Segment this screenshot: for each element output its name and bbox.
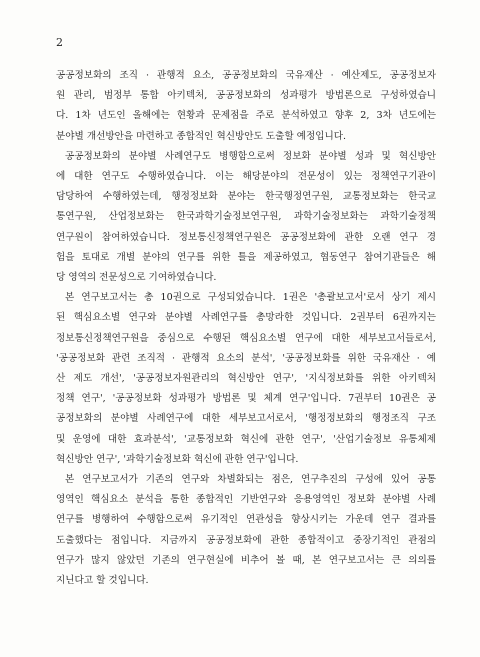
- text-line: 통연구원, 산업정보화는 한국과학기술정보연구원, 과학기술정보화는 과학기술정책: [56, 211, 436, 223]
- text-line: 정책 연구', '공공정보화 성과평가 방법론 및 체계 연구'입니다. 7권부터 10권은 공: [56, 393, 436, 405]
- text-line: 연구가 많지 않았던 기존의 연구현실에 비추어 볼 때, 본 연구보고서는 큰 의의를: [56, 554, 436, 566]
- text-line: 지닌다고 할 것입니다.: [56, 575, 149, 587]
- paragraph-1: [56, 66, 436, 147]
- text-line: 및 운영에 대한 효과분석', '교통정보화 혁신에 관한 연구', '산업기술정보 유통체제: [56, 433, 436, 445]
- text-line: 본 연구보고서는 총 10권으로 구성되었습니다. 1권은 '총괄보고서'로서 상기 제시: [65, 292, 436, 304]
- text-line: 험을 토대로 개별 분야의 연구를 위한 틀을 제공하였고, 협동연구 참여기관들은 해: [56, 251, 436, 263]
- text-line: 영역인 핵심요소 분석을 통한 종합적인 기반연구와 응용영역인 정보화 분야별 사례: [56, 494, 436, 506]
- text-line: 다. 1차 년도인 올해에는 현황과 문제점을 주로 분석하였고 향후 2, 3차 년도에는: [56, 110, 436, 122]
- text-line: 공공정보화의 분야별 사례연구도 병행함으로써 정보화 분야별 성과 및 혁신방안: [65, 150, 436, 162]
- text-line: 정보통신정책연구원을 중심으로 수행된 핵심요소별 연구에 대한 세부보고서들로서,: [56, 332, 436, 344]
- page-number: 2: [56, 36, 63, 49]
- text-line: 연구를 병행하여 수행함으로써 유기적인 연관성을 향상시키는 가운데 연구 결과를: [56, 514, 436, 526]
- text-line: 도출했다는 점입니다. 지금까지 공공정보화에 관한 종합적이고 중장기적인 관점의: [56, 534, 436, 546]
- text-line: 원 관리, 범정부 통합 아키텍처, 공공정보화의 성과평가 방법론으로 구성하였습니: [56, 90, 436, 102]
- paragraph-4: [56, 470, 436, 591]
- text-line: 혁신방안 연구', '과학기술정보화 혁신에 관한 연구'입니다.: [56, 453, 299, 465]
- text-line: 분야별 개선방안을 마련하고 종합적인 혁신방안도 도출할 예정입니다.: [56, 130, 347, 142]
- text-line: 에 대한 연구도 수행하였습니다. 이는 해당분야의 전문성이 있는 정책연구기관이: [56, 171, 436, 183]
- text-line: 당 영역의 전문성으로 기여하였습니다.: [56, 272, 217, 284]
- paragraph-2: [56, 147, 436, 288]
- paragraph-3: [56, 288, 436, 470]
- text-line: 산 제도 개선', '공공정보자원관리의 혁신방안 연구', '지식정보화를 위한 아키텍처: [56, 373, 436, 385]
- text-line: '공공정보화 관련 조직적 · 관행적 요소의 분석', '공공정보화를 위한 국유재산 · 예: [56, 352, 436, 364]
- text-line: 공공정보화의 조직 · 관행적 요소, 공공정보화의 국유재산 · 예산제도, 공공정보자: [56, 70, 436, 81]
- text-line: 담당하여 수행하였는데, 행정정보화 분야는 한국행정연구원, 교통정보화는 한국교: [56, 191, 436, 203]
- text-line: 연구원이 참여하였습니다. 정보통신정책연구원은 공공정보화에 관한 오랜 연구 경: [56, 231, 436, 243]
- body-text: [56, 66, 436, 591]
- text-line: 된 핵심요소별 연구와 분야별 사례연구를 총망라한 것입니다. 2권부터 6권까지는: [56, 312, 436, 324]
- text-line: 본 연구보고서가 기존의 연구와 차별화되는 점은, 연구추진의 구성에 있어 공통: [65, 474, 436, 486]
- text-line: 공정보화의 분야별 사례연구에 대한 세부보고서로서, '행정정보화의 행정조직 구조: [56, 413, 436, 425]
